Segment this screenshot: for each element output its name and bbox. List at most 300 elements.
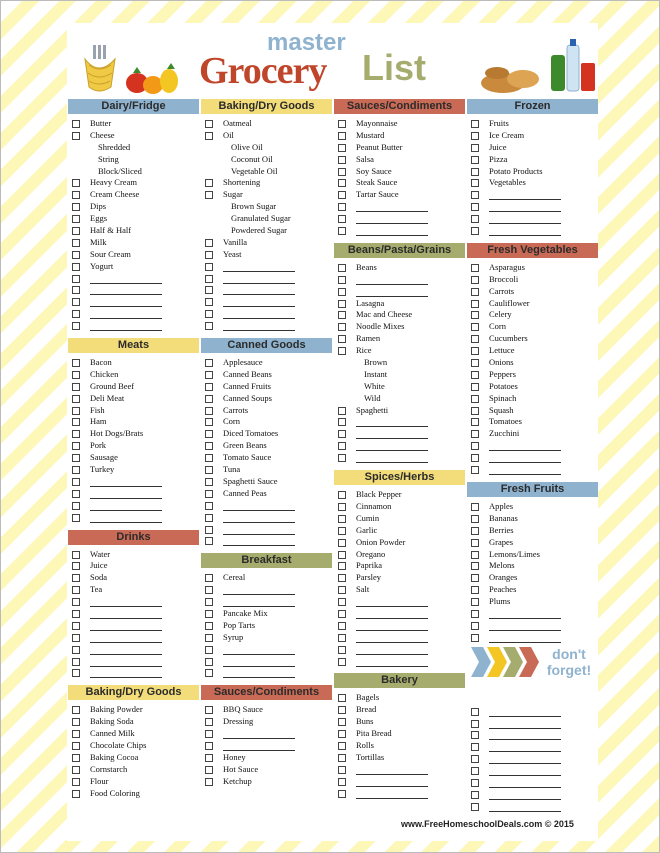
checkbox[interactable]	[338, 598, 346, 606]
write-in-line[interactable]	[356, 438, 428, 439]
checkbox[interactable]	[471, 803, 479, 811]
write-in-line[interactable]	[90, 666, 162, 667]
blank-list-item	[466, 765, 599, 777]
write-in-line[interactable]	[223, 294, 295, 295]
checkbox[interactable]	[471, 359, 479, 367]
write-in-line[interactable]	[356, 654, 428, 655]
checkbox[interactable]	[205, 454, 213, 462]
checkbox[interactable]	[72, 514, 80, 522]
checkbox[interactable]	[338, 442, 346, 450]
section-title: Baking/Dry Goods	[68, 685, 199, 700]
list-item	[466, 525, 599, 537]
checkbox[interactable]	[338, 227, 346, 235]
checkbox[interactable]	[205, 179, 213, 187]
checkbox[interactable]	[205, 754, 213, 762]
checkbox[interactable]	[338, 634, 346, 642]
write-in-line[interactable]	[223, 738, 295, 739]
checkbox[interactable]	[338, 407, 346, 415]
write-in-line[interactable]	[356, 618, 428, 619]
checkbox[interactable]	[72, 263, 80, 271]
checkbox[interactable]	[205, 718, 213, 726]
item-label: Tomato Sauce	[223, 452, 272, 463]
list-item	[200, 428, 333, 440]
item-label: Canned Soups	[223, 392, 272, 403]
checkbox[interactable]	[338, 300, 346, 308]
checkbox[interactable]	[72, 275, 80, 283]
checkbox[interactable]	[338, 264, 346, 272]
checkbox[interactable]	[72, 120, 80, 128]
checkbox[interactable]	[205, 322, 213, 330]
checkbox[interactable]	[471, 430, 479, 438]
checkbox[interactable]	[338, 574, 346, 582]
checkbox[interactable]	[72, 502, 80, 510]
checkbox[interactable]	[338, 288, 346, 296]
write-in-line[interactable]	[223, 522, 295, 523]
checkbox[interactable]	[72, 203, 80, 211]
write-in-line[interactable]	[356, 630, 428, 631]
item-label: Baking Soda	[90, 716, 134, 727]
write-in-line[interactable]	[356, 211, 428, 212]
checkbox[interactable]	[471, 767, 479, 775]
checkbox[interactable]	[205, 263, 213, 271]
item-label: Heavy Cream	[90, 177, 137, 188]
checkbox[interactable]	[72, 191, 80, 199]
checkbox[interactable]	[205, 239, 213, 247]
write-in-line[interactable]	[90, 606, 162, 607]
write-in-line[interactable]	[489, 811, 561, 812]
checkbox[interactable]	[205, 646, 213, 654]
checkbox[interactable]	[205, 466, 213, 474]
checkbox[interactable]	[471, 755, 479, 763]
checkbox[interactable]	[205, 371, 213, 379]
write-in-line[interactable]	[356, 426, 428, 427]
write-in-line[interactable]	[90, 510, 162, 511]
write-in-line[interactable]	[90, 677, 162, 678]
checkbox[interactable]	[72, 418, 80, 426]
checkbox[interactable]	[471, 454, 479, 462]
item-label: Canned Beans	[223, 368, 272, 379]
list-item	[200, 716, 333, 728]
checkbox[interactable]	[72, 669, 80, 677]
checkbox[interactable]	[205, 598, 213, 606]
checkbox[interactable]	[72, 598, 80, 606]
checkbox[interactable]	[338, 527, 346, 535]
blank-list-item	[466, 753, 599, 765]
checkbox[interactable]	[205, 658, 213, 666]
write-in-line[interactable]	[90, 283, 162, 284]
checkbox[interactable]	[205, 251, 213, 259]
checkbox[interactable]	[72, 215, 80, 223]
item-label: Butter	[90, 118, 112, 128]
checkbox[interactable]	[338, 276, 346, 284]
checkbox[interactable]	[72, 310, 80, 318]
checkbox[interactable]	[72, 778, 80, 786]
write-in-line[interactable]	[489, 618, 561, 619]
checkbox[interactable]	[205, 442, 213, 450]
list-item	[466, 584, 599, 596]
item-label: Juice	[90, 560, 108, 571]
checkbox[interactable]	[338, 778, 346, 786]
checkbox[interactable]	[205, 298, 213, 306]
checkbox[interactable]	[72, 359, 80, 367]
list-item	[333, 549, 466, 561]
item-label: Vegetable Oil	[231, 165, 278, 176]
write-in-line[interactable]	[90, 642, 162, 643]
write-in-line[interactable]	[489, 450, 561, 451]
checkbox[interactable]	[338, 539, 346, 547]
checkbox[interactable]	[471, 720, 479, 728]
blank-list-item	[67, 488, 200, 500]
write-in-line[interactable]	[356, 642, 428, 643]
checkbox[interactable]	[471, 191, 479, 199]
checkbox[interactable]	[338, 754, 346, 762]
write-in-line[interactable]	[223, 306, 295, 307]
checkbox[interactable]	[205, 310, 213, 318]
list-item	[67, 572, 200, 584]
write-in-line[interactable]	[356, 774, 428, 775]
write-in-line[interactable]	[90, 498, 162, 499]
checkbox[interactable]	[471, 215, 479, 223]
checkbox[interactable]	[72, 430, 80, 438]
checkbox[interactable]	[205, 478, 213, 486]
checkbox[interactable]	[205, 706, 213, 714]
checkbox[interactable]	[338, 132, 346, 140]
checkbox[interactable]	[471, 743, 479, 751]
checkbox[interactable]	[338, 503, 346, 511]
checkbox[interactable]	[338, 730, 346, 738]
checkbox[interactable]	[338, 706, 346, 714]
checkbox[interactable]	[471, 708, 479, 716]
write-in-line[interactable]	[356, 284, 428, 285]
checkbox[interactable]	[205, 502, 213, 510]
write-in-line[interactable]	[90, 618, 162, 619]
checkbox[interactable]	[205, 778, 213, 786]
checkbox[interactable]	[72, 766, 80, 774]
write-in-line[interactable]	[489, 787, 561, 788]
checkbox[interactable]	[72, 442, 80, 450]
checkbox[interactable]	[205, 383, 213, 391]
write-in-line[interactable]	[356, 235, 428, 236]
write-in-line[interactable]	[223, 545, 295, 546]
checkbox[interactable]	[471, 407, 479, 415]
write-in-line[interactable]	[223, 750, 295, 751]
checkbox[interactable]	[471, 288, 479, 296]
write-in-line[interactable]	[356, 223, 428, 224]
blank-list-item	[200, 644, 333, 656]
write-in-line[interactable]	[489, 211, 561, 212]
checkbox[interactable]	[338, 790, 346, 798]
write-in-line[interactable]	[356, 786, 428, 787]
checkbox[interactable]	[338, 515, 346, 523]
blank-list-item	[333, 440, 466, 452]
list-item	[67, 440, 200, 452]
blank-list-item	[333, 225, 466, 237]
section-title: Drinks	[68, 530, 199, 545]
checkbox[interactable]	[205, 275, 213, 283]
write-in-line[interactable]	[489, 199, 561, 200]
list-item	[466, 286, 599, 298]
checkbox[interactable]	[72, 490, 80, 498]
checkbox[interactable]	[471, 503, 479, 511]
checkbox[interactable]	[72, 718, 80, 726]
list-item	[333, 177, 466, 189]
checkbox[interactable]	[338, 335, 346, 343]
checkbox[interactable]	[471, 466, 479, 474]
checkbox[interactable]	[72, 407, 80, 415]
checkbox[interactable]	[338, 144, 346, 152]
checkbox[interactable]	[471, 551, 479, 559]
checkbox[interactable]	[471, 347, 479, 355]
checkbox[interactable]	[72, 239, 80, 247]
checkbox[interactable]	[72, 286, 80, 294]
checkbox[interactable]	[72, 646, 80, 654]
blank-list-item	[333, 213, 466, 225]
write-in-line[interactable]	[223, 318, 295, 319]
checkbox[interactable]	[72, 574, 80, 582]
write-in-line[interactable]	[90, 654, 162, 655]
write-in-line[interactable]	[90, 630, 162, 631]
write-in-line[interactable]	[90, 522, 162, 523]
write-in-line[interactable]	[223, 283, 295, 284]
checkbox[interactable]	[338, 430, 346, 438]
checkbox[interactable]	[205, 395, 213, 403]
checkbox[interactable]	[338, 718, 346, 726]
checkbox[interactable]	[338, 551, 346, 559]
list-item	[466, 572, 599, 584]
checkbox[interactable]	[205, 586, 213, 594]
checkbox[interactable]	[205, 514, 213, 522]
write-in-line[interactable]	[489, 799, 561, 800]
checkbox[interactable]	[205, 730, 213, 738]
checkbox[interactable]	[471, 562, 479, 570]
write-in-line[interactable]	[489, 223, 561, 224]
checkbox[interactable]	[471, 371, 479, 379]
checkbox[interactable]	[205, 634, 213, 642]
checkbox[interactable]	[338, 658, 346, 666]
checkbox[interactable]	[338, 168, 346, 176]
write-in-line[interactable]	[489, 775, 561, 776]
write-in-line[interactable]	[489, 716, 561, 717]
write-in-line[interactable]	[223, 510, 295, 511]
write-in-line[interactable]	[223, 654, 295, 655]
item-label: Oranges	[489, 572, 518, 583]
checkbox[interactable]	[72, 586, 80, 594]
checkbox[interactable]	[72, 179, 80, 187]
checkbox[interactable]	[338, 311, 346, 319]
write-in-line[interactable]	[90, 330, 162, 331]
write-in-line[interactable]	[489, 763, 561, 764]
write-in-line[interactable]	[223, 330, 295, 331]
checkbox[interactable]	[72, 322, 80, 330]
checkbox[interactable]	[72, 706, 80, 714]
write-in-line[interactable]	[223, 594, 295, 595]
checkbox[interactable]	[72, 742, 80, 750]
checkbox[interactable]	[72, 227, 80, 235]
list-item	[466, 416, 599, 428]
list-item	[200, 440, 333, 452]
checkbox[interactable]	[338, 179, 346, 187]
item-label: Cauliflower	[489, 297, 530, 308]
checkbox[interactable]	[471, 539, 479, 547]
checkbox[interactable]	[471, 264, 479, 272]
checkbox[interactable]	[471, 395, 479, 403]
checkbox[interactable]	[205, 418, 213, 426]
checkbox[interactable]	[205, 191, 213, 199]
checkbox[interactable]	[205, 537, 213, 545]
checkbox[interactable]	[471, 120, 479, 128]
checkbox[interactable]	[72, 790, 80, 798]
write-in-line[interactable]	[489, 630, 561, 631]
checkbox[interactable]	[205, 490, 213, 498]
write-in-line[interactable]	[356, 296, 428, 297]
checkbox[interactable]	[205, 610, 213, 618]
checkbox[interactable]	[205, 359, 213, 367]
write-in-line[interactable]	[356, 462, 428, 463]
checkbox[interactable]	[72, 562, 80, 570]
checkbox[interactable]	[471, 574, 479, 582]
checkbox[interactable]	[471, 168, 479, 176]
checkbox[interactable]	[338, 323, 346, 331]
checkbox[interactable]	[338, 120, 346, 128]
checkbox[interactable]	[338, 766, 346, 774]
checkbox[interactable]	[72, 466, 80, 474]
checkbox[interactable]	[72, 371, 80, 379]
checkbox[interactable]	[471, 731, 479, 739]
write-in-line[interactable]	[489, 751, 561, 752]
list-item	[466, 309, 599, 321]
write-in-line[interactable]	[223, 534, 295, 535]
item-label: Sugar	[223, 189, 243, 200]
checkbox[interactable]	[471, 418, 479, 426]
checkbox[interactable]	[338, 215, 346, 223]
checkbox[interactable]	[205, 669, 213, 677]
checkbox[interactable]	[338, 191, 346, 199]
checkbox[interactable]	[471, 442, 479, 450]
checkbox[interactable]	[471, 586, 479, 594]
write-in-line[interactable]	[356, 798, 428, 799]
item-label: Dips	[90, 201, 107, 212]
checkbox[interactable]	[338, 694, 346, 702]
checkbox[interactable]	[72, 454, 80, 462]
write-in-line[interactable]	[489, 235, 561, 236]
checkbox[interactable]	[72, 754, 80, 762]
write-in-line[interactable]	[90, 306, 162, 307]
checkbox[interactable]	[471, 144, 479, 152]
checkbox[interactable]	[205, 742, 213, 750]
write-in-line[interactable]	[356, 606, 428, 607]
write-in-line[interactable]	[223, 606, 295, 607]
write-in-line[interactable]	[489, 739, 561, 740]
checkbox[interactable]	[338, 586, 346, 594]
checkbox[interactable]	[205, 574, 213, 582]
checkbox[interactable]	[471, 335, 479, 343]
checkbox[interactable]	[72, 551, 80, 559]
checkbox[interactable]	[72, 658, 80, 666]
checkbox[interactable]	[338, 156, 346, 164]
write-in-line[interactable]	[90, 486, 162, 487]
checkbox[interactable]	[471, 598, 479, 606]
vegetables-icon	[123, 63, 185, 99]
checkbox[interactable]	[72, 251, 80, 259]
blank-list-item	[200, 740, 333, 752]
checkbox[interactable]	[338, 454, 346, 462]
checkbox[interactable]	[205, 430, 213, 438]
write-in-line[interactable]	[356, 666, 428, 667]
checkbox[interactable]	[471, 227, 479, 235]
sub-item	[200, 201, 333, 213]
checkbox[interactable]	[338, 646, 346, 654]
checkbox[interactable]	[72, 395, 80, 403]
item-label: Carrots	[223, 404, 249, 415]
blank-list-item	[466, 706, 599, 718]
list-item	[333, 166, 466, 178]
checkbox[interactable]	[338, 347, 346, 355]
checkbox[interactable]	[471, 179, 479, 187]
checkbox[interactable]	[205, 407, 213, 415]
checkbox[interactable]	[338, 562, 346, 570]
checkbox[interactable]	[205, 120, 213, 128]
checkbox[interactable]	[471, 300, 479, 308]
checkbox[interactable]	[338, 742, 346, 750]
checkbox[interactable]	[471, 383, 479, 391]
checkbox[interactable]	[72, 298, 80, 306]
checkbox[interactable]	[338, 491, 346, 499]
checkbox[interactable]	[471, 311, 479, 319]
write-in-line[interactable]	[489, 728, 561, 729]
checkbox[interactable]	[205, 286, 213, 294]
checkbox[interactable]	[338, 610, 346, 618]
checkbox[interactable]	[205, 766, 213, 774]
section-gap	[333, 799, 466, 805]
checkbox[interactable]	[72, 383, 80, 391]
checkbox[interactable]	[471, 779, 479, 787]
checkbox[interactable]	[471, 132, 479, 140]
checkbox[interactable]	[72, 478, 80, 486]
write-in-line[interactable]	[356, 450, 428, 451]
checkbox[interactable]	[72, 730, 80, 738]
checkbox[interactable]	[471, 203, 479, 211]
checkbox[interactable]	[471, 527, 479, 535]
checkbox[interactable]	[471, 610, 479, 618]
write-in-line[interactable]	[90, 294, 162, 295]
checkbox[interactable]	[205, 526, 213, 534]
checkbox[interactable]	[72, 132, 80, 140]
list-item	[67, 740, 200, 752]
write-in-line[interactable]	[90, 318, 162, 319]
checkbox[interactable]	[471, 276, 479, 284]
checkbox[interactable]	[205, 622, 213, 630]
checkbox[interactable]	[471, 515, 479, 523]
write-in-line[interactable]	[489, 462, 561, 463]
checkbox[interactable]	[72, 622, 80, 630]
list-item	[200, 130, 333, 142]
checkbox[interactable]	[338, 203, 346, 211]
checkbox[interactable]	[471, 622, 479, 630]
write-in-line[interactable]	[489, 474, 561, 475]
checkbox[interactable]	[72, 634, 80, 642]
checkbox[interactable]	[471, 323, 479, 331]
checkbox[interactable]	[338, 418, 346, 426]
checkbox[interactable]	[72, 610, 80, 618]
checkbox[interactable]	[338, 622, 346, 630]
write-in-line[interactable]	[223, 666, 295, 667]
checkbox[interactable]	[471, 791, 479, 799]
checkbox[interactable]	[471, 156, 479, 164]
item-label: Chocolate Chips	[90, 739, 147, 750]
write-in-line[interactable]	[223, 271, 295, 272]
write-in-line[interactable]	[223, 677, 295, 678]
checkbox[interactable]	[205, 132, 213, 140]
